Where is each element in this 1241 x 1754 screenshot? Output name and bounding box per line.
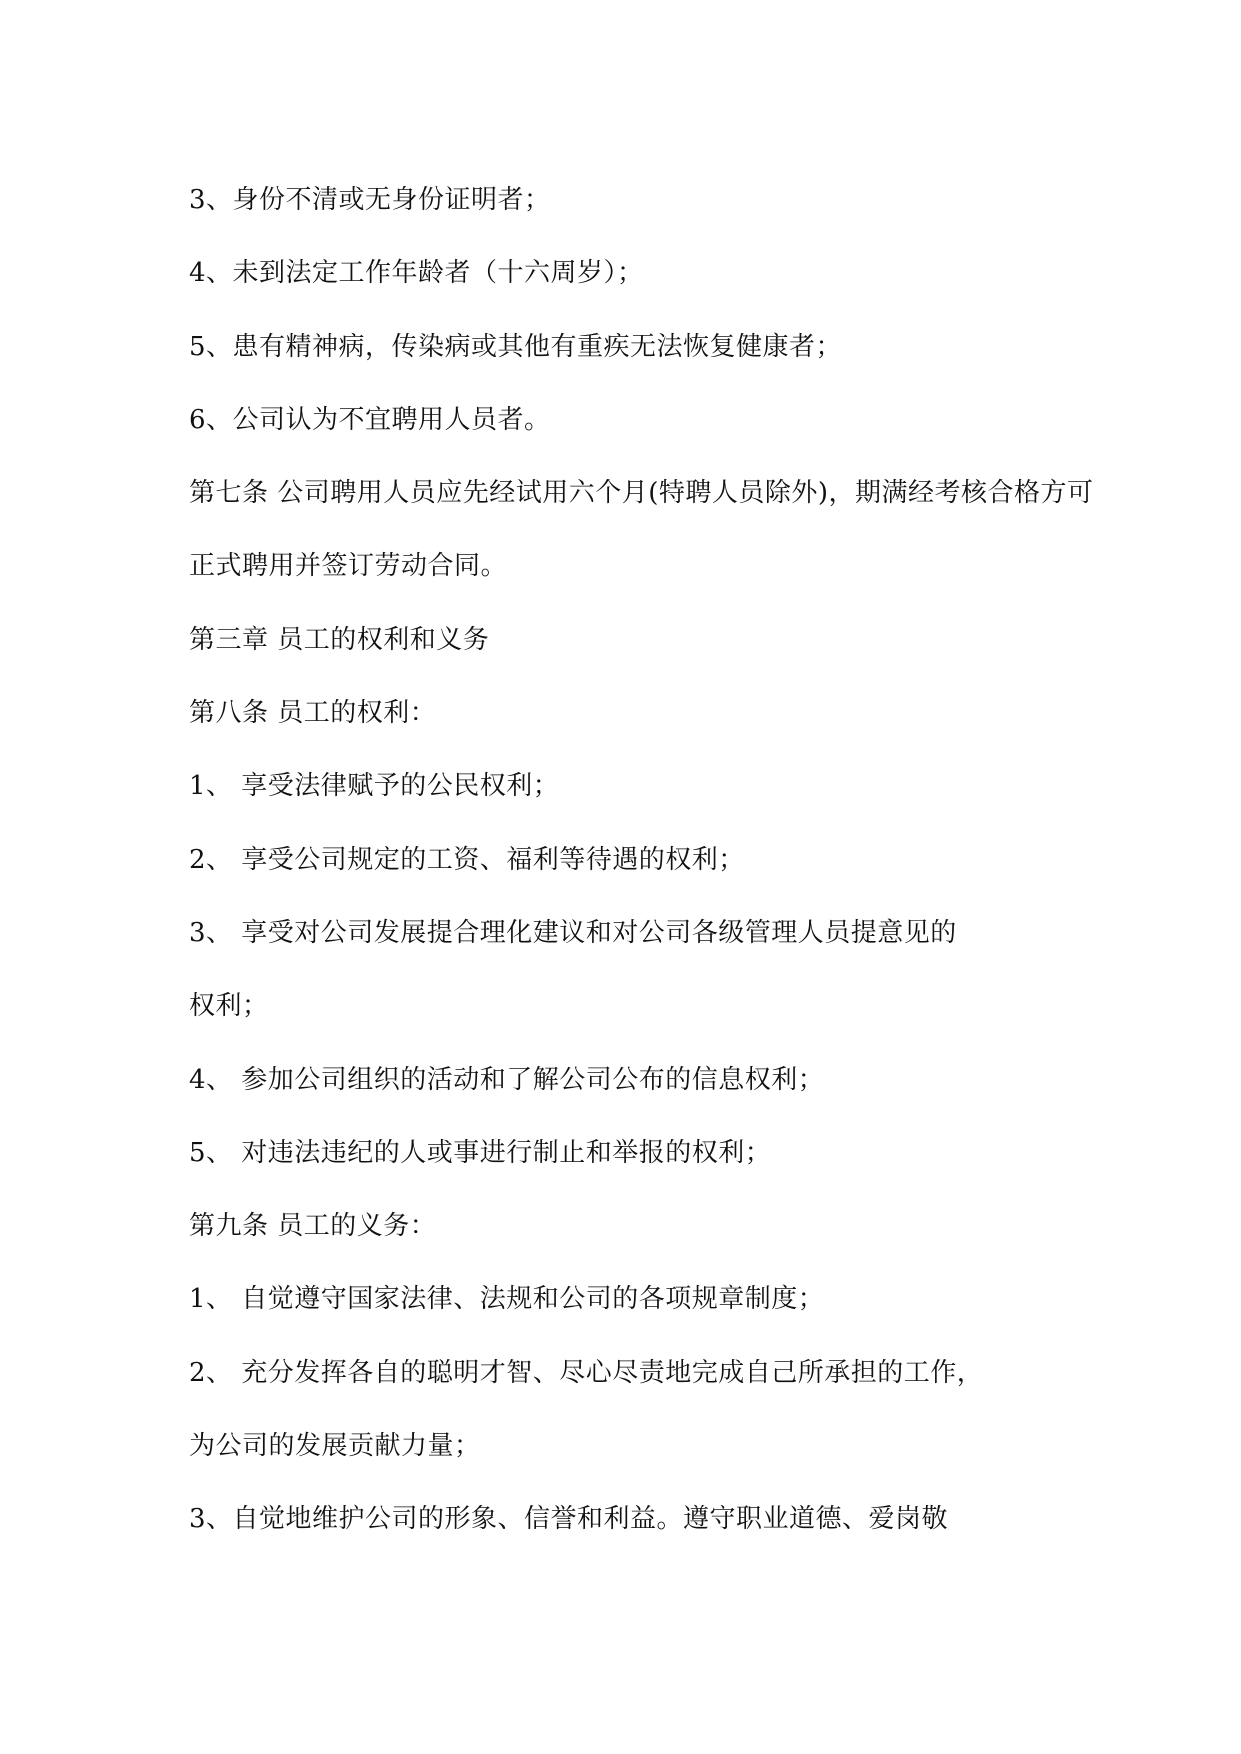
text-line: 1、 自觉遵守国家法律、法规和公司的各项规章制度； [189, 1284, 825, 1315]
article-heading-line: 第八条 员工的权利： [189, 698, 437, 729]
article-heading-line: 第七条 公司聘用人员应先经试用六个月(特聘人员除外)，期满经考核合格方可 [189, 478, 1094, 509]
chapter-heading: 第三章 员工的权利和义务 [189, 624, 490, 655]
text-line: 权利； [189, 991, 269, 1022]
text-line: 2、 充分发挥各自的聪明才智、尽心尽责地完成自己所承担的工作， [189, 1357, 984, 1388]
text-line: 3、身份不清或无身份证明者； [189, 185, 551, 215]
text-line: 2、 享受公司规定的工资、福利等待遇的权利； [189, 844, 745, 875]
text-line: 为公司的发展贡献力量； [189, 1431, 481, 1462]
text-line: 5、 对违法违纪的人或事进行制止和举报的权利； [189, 1137, 772, 1168]
text-line: 1、 享受法律赋予的公民权利； [189, 771, 560, 802]
text-line: 4、未到法定工作年龄者（十六周岁）； [189, 258, 644, 289]
text-line: 5、患有精神病，传染病或其他有重疾无法恢复健康者； [189, 331, 843, 362]
text-line: 6、公司认为不宜聘用人员者。 [189, 404, 551, 435]
text-line: 3、自觉地维护公司的形象、信誉和利益。遵守职业道德、爱岗敬 [189, 1504, 949, 1535]
text-line: 3、 享受对公司发展提合理化建议和对公司各级管理人员提意见的 [189, 917, 957, 948]
text-line: 正式聘用并签订劳动合同。 [189, 551, 508, 582]
article-heading-line: 第九条 员工的义务： [189, 1211, 437, 1242]
document-body [189, 180, 1129, 1573]
text-line: 4、 参加公司组织的活动和了解公司公布的信息权利； [189, 1064, 825, 1095]
